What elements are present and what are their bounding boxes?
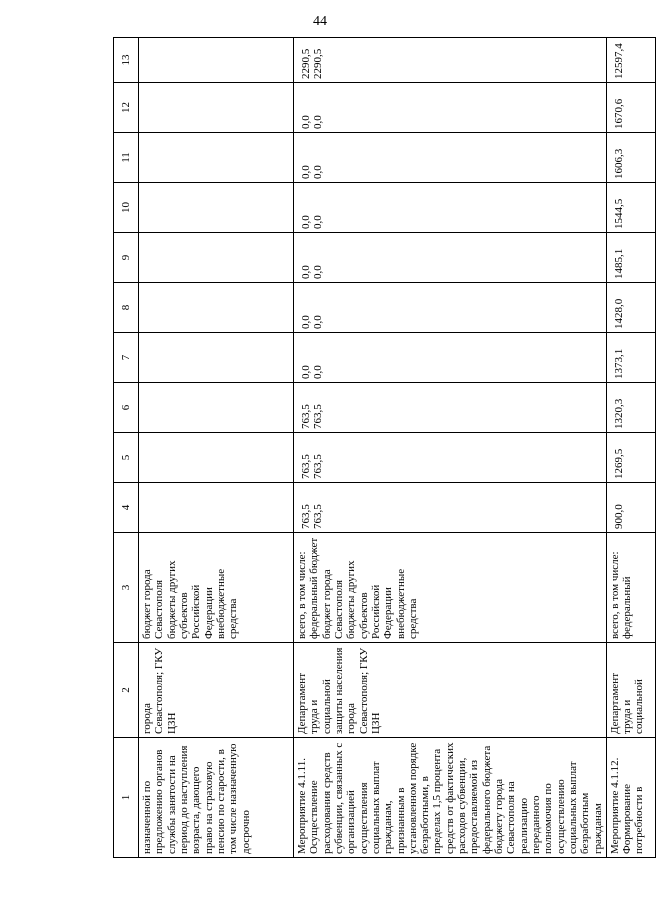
value-cell: 0,0 [300,215,312,229]
header-cell: 10 [114,183,139,233]
header-cell: 1 [114,738,139,858]
value-cell: 763,5 [300,504,312,529]
value-cell: 0,0 [300,315,312,329]
measure-description: Мероприятие 4.1.12. Формирование потребности в [606,738,655,858]
table-row [606,38,655,858]
funding-source: бюджет города Севастополя бюджеты других субъектов Российской Федерации внебюджетные средства [139,533,294,643]
value-cell: 1428,0 [606,283,655,333]
header-cell: 4 [114,483,139,533]
measure-description: назначенной по предложению органов службы занятости на период до наступления возраста, дающего право на страховую пенсию по старости, в том числе назначенную досрочно [139,738,294,858]
value-cell: 1670,6 [606,83,655,133]
funding-source: всего, в том числе: федеральный [606,533,655,643]
budget-table [113,37,656,858]
value-cell: 763,5 [312,404,325,429]
executor: Департамент труда и социальной защиты населения города Севастополя; ГКУ ЦЗН [294,643,607,738]
value-cell: 763,5 [312,454,325,479]
header-cell: 12 [114,83,139,133]
value-cell: 0,0 [312,365,325,379]
value-cell: 0,0 [300,265,312,279]
value-cell: 1320,3 [606,383,655,433]
value-cell: 1373,1 [606,333,655,383]
executor: города Севастополя; ГКУ ЦЗН [139,643,294,738]
value-cell: 763,5 [312,504,325,529]
header-cell: 2 [114,643,139,738]
value-cell: 763,5 [300,404,312,429]
value-cell: 12597,4 [606,38,655,83]
header-cell: 7 [114,333,139,383]
value-cell: 0,0 [300,115,312,129]
value-cell: 900,0 [606,483,655,533]
table-row [139,38,294,858]
value-cell: 0,0 [312,215,325,229]
value-cell: 0,0 [312,315,325,329]
value-cell: 2290,5 [300,48,312,79]
value-cell: 1485,1 [606,233,655,283]
header-cell: 3 [114,533,139,643]
header-cell: 8 [114,283,139,333]
value-cell: 0,0 [300,365,312,379]
header-cell: 6 [114,383,139,433]
value-cell: 1544,5 [606,183,655,233]
value-cell: 0,0 [312,265,325,279]
value-cell: 0,0 [312,165,325,179]
value-cell: 0,0 [312,115,325,129]
funding-source: всего, в том числе: федеральный бюджет бюджет города Севастополя бюджеты других субъектов Российской Федерации внебюджетные средства [294,533,607,643]
value-cell: 763,5 [300,454,312,479]
header-cell: 11 [114,133,139,183]
value-cell: 1269,5 [606,433,655,483]
measure-description: Мероприятие 4.1.11. Осуществление расходования средств субвенции, связанных с организацией осуществления социальных выплат гражданам, признанным в установленном порядке безработными, в пределах 1,5 процента средств от фактических расходов субвенции, предоставляемой из федерального бюджета бюджету города Севастополя на реализацию переданного полномочия по осуществлению социальных выплат безработным гражданам [294,738,607,858]
value-cell: 2290,5 [312,48,325,79]
page-number: 44 [313,14,327,29]
header-cell: 9 [114,233,139,283]
header-cell: 13 [114,38,139,83]
value-cell: 0,0 [300,165,312,179]
table-row [294,38,607,858]
executor: Департамент труда и социальной [606,643,655,738]
rotated-table-wrapper [113,38,646,858]
header-row [114,38,139,858]
value-cell: 1606,3 [606,133,655,183]
header-cell: 5 [114,433,139,483]
